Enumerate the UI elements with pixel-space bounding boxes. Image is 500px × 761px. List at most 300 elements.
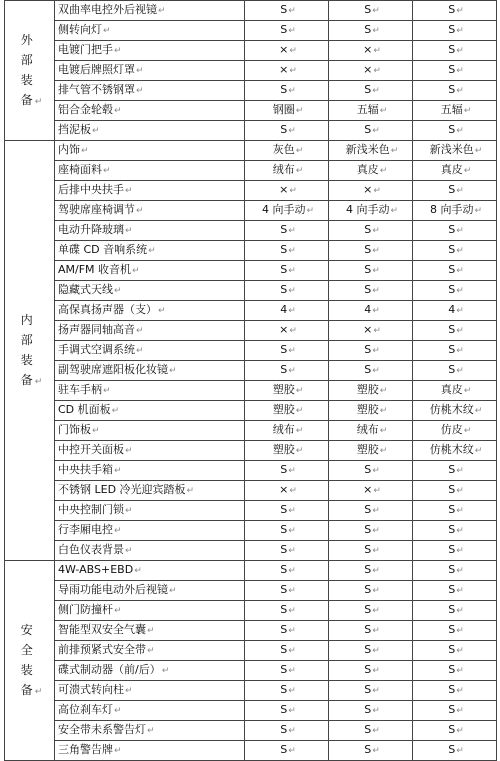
trim-value: S bbox=[364, 123, 372, 136]
return-mark-icon: ↵ bbox=[379, 426, 388, 436]
trim-value-cell bbox=[245, 421, 329, 441]
trim-value-cell bbox=[245, 741, 329, 761]
feature-name-cell bbox=[55, 421, 245, 441]
trim-value-cell bbox=[413, 581, 497, 601]
table-row bbox=[5, 61, 497, 81]
feature-name-cell bbox=[55, 181, 245, 201]
trim-value: S bbox=[364, 263, 372, 276]
trim-value: S bbox=[448, 323, 456, 336]
table-row bbox=[5, 441, 497, 461]
table-row bbox=[5, 81, 497, 101]
trim-value-cell bbox=[329, 61, 413, 81]
return-mark-icon: ↵ bbox=[288, 26, 296, 36]
trim-value-cell bbox=[329, 161, 413, 181]
trim-value: S bbox=[364, 743, 372, 756]
return-mark-icon: ↵ bbox=[456, 46, 464, 56]
trim-value-cell bbox=[329, 81, 413, 101]
table-row bbox=[5, 541, 497, 561]
return-mark-icon: ↵ bbox=[136, 346, 144, 356]
return-mark-icon: ↵ bbox=[288, 726, 296, 736]
feature-name: 座椅面料 bbox=[58, 163, 102, 176]
return-mark-icon: ↵ bbox=[456, 626, 464, 636]
trim-value: 4 bbox=[448, 303, 456, 316]
section-category-cell bbox=[5, 1, 55, 141]
return-mark-icon: ↵ bbox=[474, 206, 483, 216]
trim-value-cell bbox=[245, 641, 329, 661]
return-mark-icon: ↵ bbox=[456, 226, 464, 236]
return-mark-icon: ↵ bbox=[474, 446, 483, 456]
return-mark-icon: ↵ bbox=[288, 86, 296, 96]
feature-name-cell bbox=[55, 581, 245, 601]
trim-value-cell bbox=[329, 741, 413, 761]
return-mark-icon: ↵ bbox=[456, 546, 464, 556]
trim-value: S bbox=[280, 283, 288, 296]
trim-value-cell bbox=[245, 681, 329, 701]
return-mark-icon: ↵ bbox=[456, 246, 464, 256]
trim-value: S bbox=[280, 563, 288, 576]
trim-value: S bbox=[448, 183, 456, 196]
trim-value: S bbox=[364, 363, 372, 376]
trim-value-cell bbox=[329, 1, 413, 21]
trim-value: 4 向手动 bbox=[345, 203, 390, 216]
trim-value: S bbox=[364, 343, 372, 356]
feature-name-cell bbox=[55, 401, 245, 421]
return-mark-icon: ↵ bbox=[456, 306, 464, 316]
trim-value-cell bbox=[413, 661, 497, 681]
return-mark-icon: ↵ bbox=[379, 446, 388, 456]
feature-name-cell bbox=[55, 601, 245, 621]
return-mark-icon: ↵ bbox=[125, 686, 133, 696]
trim-value: S bbox=[448, 343, 456, 356]
feature-name: 电镀门把手 bbox=[58, 43, 113, 56]
return-mark-icon: ↵ bbox=[288, 706, 296, 716]
feature-name-cell bbox=[55, 321, 245, 341]
trim-value: S bbox=[448, 703, 456, 716]
return-mark-icon: ↵ bbox=[372, 606, 380, 616]
trim-value: S bbox=[448, 3, 456, 16]
trim-value: S bbox=[448, 623, 456, 636]
trim-value: S bbox=[364, 243, 372, 256]
feature-name: 4W-ABS+EBD bbox=[58, 563, 134, 576]
return-mark-icon: ↵ bbox=[463, 426, 472, 436]
return-mark-icon: ↵ bbox=[289, 186, 297, 196]
section-category-cell bbox=[5, 561, 55, 761]
trim-value: S bbox=[448, 283, 456, 296]
return-mark-icon: ↵ bbox=[186, 486, 195, 496]
return-mark-icon: ↵ bbox=[81, 146, 89, 156]
return-mark-icon: ↵ bbox=[134, 566, 142, 576]
trim-value: S bbox=[364, 283, 372, 296]
return-mark-icon: ↵ bbox=[372, 306, 380, 316]
feature-name-cell bbox=[55, 541, 245, 561]
trim-value-cell bbox=[245, 721, 329, 741]
return-mark-icon: ↵ bbox=[34, 377, 43, 387]
return-mark-icon: ↵ bbox=[474, 406, 483, 416]
table-row bbox=[5, 421, 497, 441]
trim-value-cell bbox=[329, 201, 413, 221]
trim-value-cell bbox=[329, 181, 413, 201]
return-mark-icon: ↵ bbox=[114, 46, 122, 56]
trim-value: × bbox=[279, 183, 289, 196]
trim-value: 塑胶 bbox=[356, 403, 379, 416]
return-mark-icon: ↵ bbox=[373, 46, 381, 56]
trim-value-cell bbox=[329, 321, 413, 341]
feature-name-cell bbox=[55, 301, 245, 321]
trim-value: S bbox=[364, 463, 372, 476]
trim-value: S bbox=[280, 683, 288, 696]
return-mark-icon: ↵ bbox=[114, 606, 122, 616]
trim-value: S bbox=[280, 503, 288, 516]
trim-value-cell bbox=[413, 421, 497, 441]
trim-value-cell bbox=[413, 1, 497, 21]
trim-value-cell bbox=[413, 101, 497, 121]
feature-name: 隐藏式天线 bbox=[58, 283, 113, 296]
return-mark-icon: ↵ bbox=[158, 306, 166, 316]
section-category-label: 安全装备 bbox=[20, 623, 33, 697]
feature-name-cell bbox=[55, 1, 245, 21]
trim-value-cell bbox=[329, 141, 413, 161]
trim-value-cell bbox=[245, 121, 329, 141]
trim-value: S bbox=[280, 263, 288, 276]
return-mark-icon: ↵ bbox=[136, 206, 144, 216]
trim-value-cell bbox=[413, 741, 497, 761]
trim-value-cell bbox=[413, 621, 497, 641]
return-mark-icon: ↵ bbox=[456, 466, 464, 476]
trim-value-cell bbox=[413, 301, 497, 321]
return-mark-icon: ↵ bbox=[125, 226, 133, 236]
trim-value: S bbox=[280, 223, 288, 236]
trim-value: × bbox=[279, 323, 289, 336]
table-row bbox=[5, 721, 497, 741]
table-row bbox=[5, 121, 497, 141]
trim-value-cell bbox=[245, 621, 329, 641]
feature-name-cell bbox=[55, 61, 245, 81]
table-row bbox=[5, 281, 497, 301]
return-mark-icon: ↵ bbox=[158, 6, 166, 16]
trim-value: S bbox=[448, 83, 456, 96]
table-row bbox=[5, 681, 497, 701]
trim-value: 仿桃木纹 bbox=[429, 403, 474, 416]
feature-name-cell bbox=[55, 701, 245, 721]
feature-name: 电动升降玻璃 bbox=[58, 223, 124, 236]
return-mark-icon: ↵ bbox=[372, 6, 380, 16]
return-mark-icon: ↵ bbox=[372, 566, 380, 576]
return-mark-icon: ↵ bbox=[288, 626, 296, 636]
return-mark-icon: ↵ bbox=[379, 386, 388, 396]
feature-name: 中央控制门锁 bbox=[58, 503, 124, 516]
trim-value-cell bbox=[413, 681, 497, 701]
trim-value: S bbox=[448, 663, 456, 676]
return-mark-icon: ↵ bbox=[456, 506, 464, 516]
trim-value-cell bbox=[329, 481, 413, 501]
feature-name-cell bbox=[55, 241, 245, 261]
return-mark-icon: ↵ bbox=[288, 746, 296, 756]
trim-value: × bbox=[279, 43, 289, 56]
return-mark-icon: ↵ bbox=[379, 106, 388, 116]
feature-name: 手调式空调系统 bbox=[58, 343, 135, 356]
trim-value: S bbox=[448, 223, 456, 236]
trim-value: 绒布 bbox=[272, 163, 295, 176]
trim-value: × bbox=[363, 183, 373, 196]
return-mark-icon: ↵ bbox=[372, 266, 380, 276]
feature-name: 行李厢电控 bbox=[58, 523, 113, 536]
trim-value: S bbox=[280, 643, 288, 656]
return-mark-icon: ↵ bbox=[288, 586, 296, 596]
trim-value: S bbox=[448, 263, 456, 276]
trim-value-cell bbox=[245, 661, 329, 681]
trim-value: S bbox=[448, 723, 456, 736]
feature-name: 不锈钢 LED 冷光迎宾踏板 bbox=[58, 483, 186, 496]
trim-value: × bbox=[363, 43, 373, 56]
table-row bbox=[5, 1, 497, 21]
trim-value: S bbox=[364, 703, 372, 716]
trim-value: S bbox=[448, 643, 456, 656]
return-mark-icon: ↵ bbox=[161, 666, 170, 676]
trim-value-cell bbox=[245, 521, 329, 541]
return-mark-icon: ↵ bbox=[372, 626, 380, 636]
trim-value: S bbox=[448, 503, 456, 516]
trim-value-cell bbox=[329, 421, 413, 441]
return-mark-icon: ↵ bbox=[288, 366, 296, 376]
trim-value-cell bbox=[413, 161, 497, 181]
return-mark-icon: ↵ bbox=[148, 246, 156, 256]
trim-value-cell bbox=[413, 361, 497, 381]
trim-value: S bbox=[364, 223, 372, 236]
feature-name: 单碟 CD 音响系统 bbox=[58, 243, 148, 256]
return-mark-icon: ↵ bbox=[111, 406, 120, 416]
trim-value: 真皮 bbox=[356, 163, 379, 176]
return-mark-icon: ↵ bbox=[456, 346, 464, 356]
return-mark-icon: ↵ bbox=[456, 186, 464, 196]
return-mark-icon: ↵ bbox=[288, 566, 296, 576]
feature-name-cell bbox=[55, 441, 245, 461]
trim-value: S bbox=[364, 663, 372, 676]
trim-value: S bbox=[448, 743, 456, 756]
trim-value-cell bbox=[329, 461, 413, 481]
trim-value: S bbox=[364, 643, 372, 656]
feature-name-cell bbox=[55, 661, 245, 681]
trim-value: × bbox=[363, 63, 373, 76]
trim-value-cell bbox=[245, 601, 329, 621]
trim-value: S bbox=[280, 243, 288, 256]
return-mark-icon: ↵ bbox=[456, 746, 464, 756]
return-mark-icon: ↵ bbox=[125, 446, 133, 456]
return-mark-icon: ↵ bbox=[372, 586, 380, 596]
trim-value-cell bbox=[329, 341, 413, 361]
return-mark-icon: ↵ bbox=[169, 586, 177, 596]
trim-value: S bbox=[448, 43, 456, 56]
trim-value: S bbox=[364, 623, 372, 636]
table-row bbox=[5, 321, 497, 341]
return-mark-icon: ↵ bbox=[372, 726, 380, 736]
return-mark-icon: ↵ bbox=[372, 666, 380, 676]
trim-value-cell bbox=[413, 261, 497, 281]
trim-value: 塑胶 bbox=[272, 403, 295, 416]
table-row bbox=[5, 701, 497, 721]
feature-name-cell bbox=[55, 341, 245, 361]
trim-value: S bbox=[280, 23, 288, 36]
return-mark-icon: ↵ bbox=[147, 726, 155, 736]
return-mark-icon: ↵ bbox=[295, 146, 304, 156]
trim-value-cell bbox=[245, 561, 329, 581]
trim-value-cell bbox=[245, 341, 329, 361]
trim-value-cell bbox=[329, 301, 413, 321]
return-mark-icon: ↵ bbox=[372, 26, 380, 36]
trim-value: 塑胶 bbox=[356, 443, 379, 456]
table-row bbox=[5, 301, 497, 321]
trim-value-cell bbox=[413, 381, 497, 401]
trim-value-cell bbox=[413, 181, 497, 201]
feature-name: 中央扶手箱 bbox=[58, 463, 113, 476]
trim-value-cell bbox=[329, 121, 413, 141]
feature-name: 前排预紧式安全带 bbox=[58, 643, 146, 656]
return-mark-icon: ↵ bbox=[456, 286, 464, 296]
table-row bbox=[5, 581, 497, 601]
feature-name-cell bbox=[55, 561, 245, 581]
trim-value-cell bbox=[245, 181, 329, 201]
trim-value-cell bbox=[413, 541, 497, 561]
feature-name-cell bbox=[55, 201, 245, 221]
trim-value-cell bbox=[413, 341, 497, 361]
feature-name-cell bbox=[55, 281, 245, 301]
trim-value-cell bbox=[329, 21, 413, 41]
trim-value-cell bbox=[329, 641, 413, 661]
return-mark-icon: ↵ bbox=[463, 106, 472, 116]
return-mark-icon: ↵ bbox=[103, 166, 111, 176]
trim-value: S bbox=[448, 483, 456, 496]
return-mark-icon: ↵ bbox=[372, 86, 380, 96]
trim-value: 4 bbox=[364, 303, 372, 316]
trim-value-cell bbox=[245, 401, 329, 421]
trim-value-cell bbox=[413, 641, 497, 661]
return-mark-icon: ↵ bbox=[372, 646, 380, 656]
return-mark-icon: ↵ bbox=[288, 466, 296, 476]
trim-value-cell bbox=[329, 681, 413, 701]
equipment-spec-table bbox=[4, 0, 497, 761]
trim-value-cell bbox=[245, 281, 329, 301]
trim-value: S bbox=[280, 703, 288, 716]
table-row bbox=[5, 641, 497, 661]
return-mark-icon: ↵ bbox=[288, 546, 296, 556]
trim-value: S bbox=[364, 683, 372, 696]
return-mark-icon: ↵ bbox=[295, 426, 304, 436]
section-category-label: 外部装备 bbox=[20, 33, 33, 107]
return-mark-icon: ↵ bbox=[147, 626, 155, 636]
return-mark-icon: ↵ bbox=[125, 186, 133, 196]
trim-value-cell bbox=[245, 481, 329, 501]
spec-table-body bbox=[5, 1, 497, 761]
feature-name: AM/FM 收音机 bbox=[58, 263, 132, 276]
feature-name: 副驾驶席遮阳板化妆镜 bbox=[58, 363, 168, 376]
table-row bbox=[5, 161, 497, 181]
trim-value-cell bbox=[413, 61, 497, 81]
trim-value: S bbox=[448, 543, 456, 556]
trim-value: 新浅米色 bbox=[429, 143, 474, 156]
trim-value-cell bbox=[329, 701, 413, 721]
return-mark-icon: ↵ bbox=[295, 386, 304, 396]
return-mark-icon: ↵ bbox=[372, 546, 380, 556]
return-mark-icon: ↵ bbox=[373, 486, 381, 496]
return-mark-icon: ↵ bbox=[295, 106, 304, 116]
return-mark-icon: ↵ bbox=[456, 326, 464, 336]
trim-value: S bbox=[364, 583, 372, 596]
return-mark-icon: ↵ bbox=[103, 386, 111, 396]
trim-value-cell bbox=[329, 221, 413, 241]
return-mark-icon: ↵ bbox=[390, 146, 399, 156]
feature-name: 铝合金轮毂 bbox=[58, 103, 113, 116]
return-mark-icon: ↵ bbox=[372, 366, 380, 376]
table-row bbox=[5, 101, 497, 121]
trim-value: 8 向手动 bbox=[429, 203, 474, 216]
feature-name-cell bbox=[55, 621, 245, 641]
trim-value: 真皮 bbox=[440, 163, 463, 176]
feature-name-cell bbox=[55, 641, 245, 661]
feature-name-cell bbox=[55, 381, 245, 401]
trim-value-cell bbox=[245, 321, 329, 341]
return-mark-icon: ↵ bbox=[288, 506, 296, 516]
table-row bbox=[5, 381, 497, 401]
feature-name-cell bbox=[55, 161, 245, 181]
trim-value-cell bbox=[413, 21, 497, 41]
trim-value: S bbox=[280, 463, 288, 476]
feature-name-cell bbox=[55, 461, 245, 481]
return-mark-icon: ↵ bbox=[372, 526, 380, 536]
return-mark-icon: ↵ bbox=[114, 526, 122, 536]
return-mark-icon: ↵ bbox=[114, 466, 122, 476]
trim-value: S bbox=[364, 3, 372, 16]
trim-value-cell bbox=[413, 41, 497, 61]
feature-name: CD 机面板 bbox=[58, 403, 111, 416]
trim-value-cell bbox=[245, 101, 329, 121]
trim-value: S bbox=[448, 603, 456, 616]
trim-value-cell bbox=[245, 141, 329, 161]
trim-value: 灰色 bbox=[272, 143, 295, 156]
trim-value-cell bbox=[329, 561, 413, 581]
trim-value: 塑胶 bbox=[356, 383, 379, 396]
trim-value-cell bbox=[245, 581, 329, 601]
feature-name: 侧门防撞杆 bbox=[58, 603, 113, 616]
table-row bbox=[5, 661, 497, 681]
return-mark-icon: ↵ bbox=[295, 446, 304, 456]
return-mark-icon: ↵ bbox=[372, 286, 380, 296]
return-mark-icon: ↵ bbox=[456, 566, 464, 576]
return-mark-icon: ↵ bbox=[372, 226, 380, 236]
return-mark-icon: ↵ bbox=[125, 546, 133, 556]
trim-value: × bbox=[363, 483, 373, 496]
trim-value-cell bbox=[329, 241, 413, 261]
trim-value-cell bbox=[413, 561, 497, 581]
return-mark-icon: ↵ bbox=[456, 86, 464, 96]
trim-value-cell bbox=[329, 101, 413, 121]
trim-value-cell bbox=[413, 401, 497, 421]
return-mark-icon: ↵ bbox=[288, 126, 296, 136]
return-mark-icon: ↵ bbox=[372, 686, 380, 696]
feature-name: 后排中央扶手 bbox=[58, 183, 124, 196]
trim-value-cell bbox=[245, 241, 329, 261]
trim-value-cell bbox=[329, 361, 413, 381]
return-mark-icon: ↵ bbox=[456, 706, 464, 716]
feature-name: 可溃式转向柱 bbox=[58, 683, 124, 696]
table-row bbox=[5, 361, 497, 381]
feature-name-cell bbox=[55, 741, 245, 761]
return-mark-icon: ↵ bbox=[306, 206, 315, 216]
return-mark-icon: ↵ bbox=[288, 666, 296, 676]
table-row bbox=[5, 521, 497, 541]
trim-value-cell bbox=[329, 621, 413, 641]
feature-name: 高保真扬声器（支） bbox=[58, 303, 157, 316]
return-mark-icon: ↵ bbox=[289, 326, 297, 336]
trim-value-cell bbox=[329, 41, 413, 61]
